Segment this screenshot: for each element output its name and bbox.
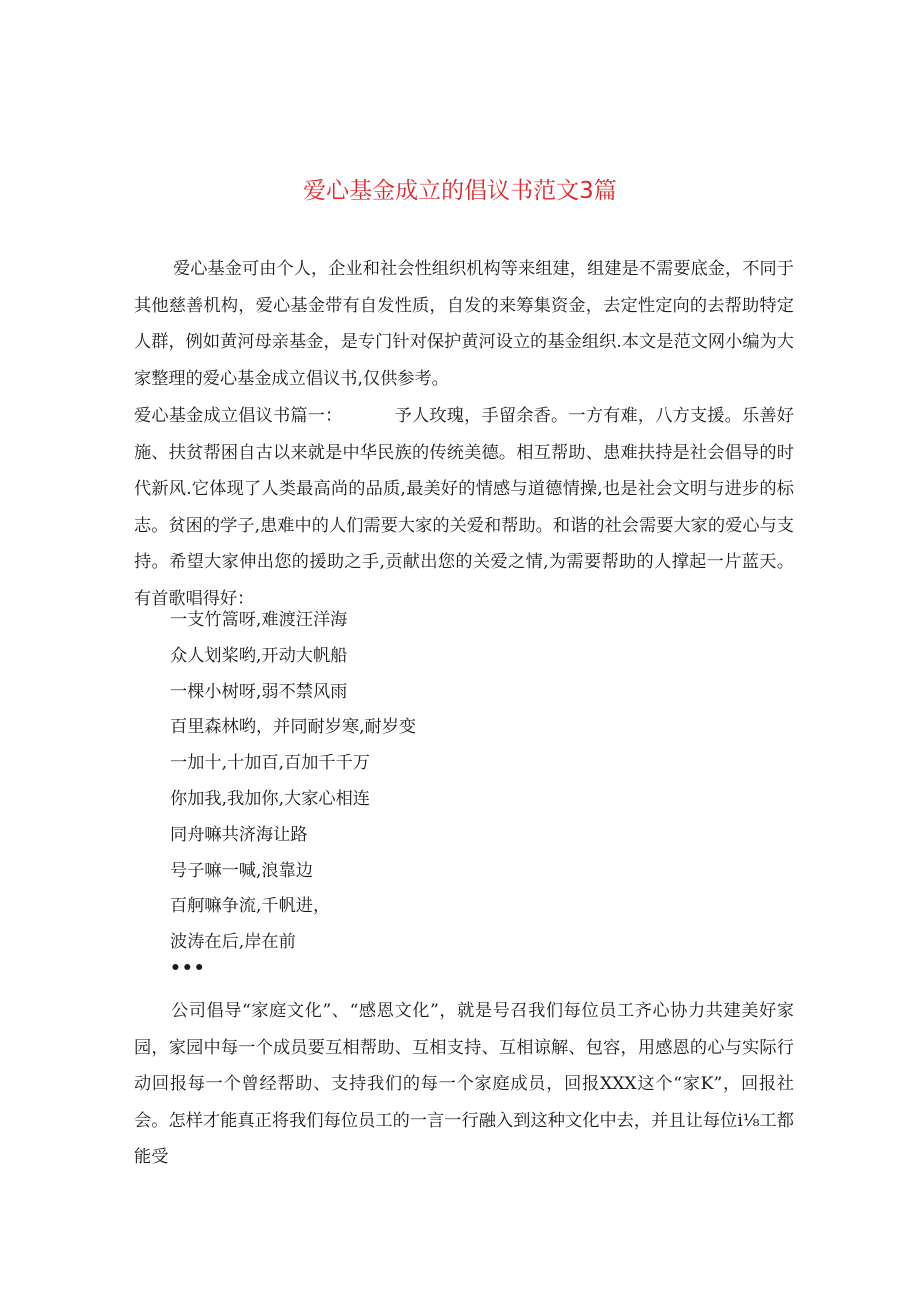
poem [170, 603, 416, 961]
poem-line: 众人划桨哟,开动大帆船 [170, 645, 348, 666]
section1-text: 予人玫瑰，手留余香。一方有难，八方支援。乐善好施、扶贫帮困自古以来就是中华民族的传统美德。相互帮助、患难扶持是社会倡导的时代新风.它体现了人类最高尚的品质,最美好的情感与道德情操,也是社会文明与进步的标志。贫困的学子,患难中的人们需要大家的关爱和帮助。和谐的社会需要大家的爱心与支持。希望大家伸出您的援助之手,贡献出您的关爱之情,为需要帮助的人撑起一片蓝天。有首歌唱得好： [134, 406, 794, 609]
section1-heading: 爱心基金成立倡议书篇一： [134, 406, 343, 426]
poem-line: 你加我,我加你,大家心相连 [170, 788, 370, 809]
poem-line: 一支竹篙呀,难渡汪洋海 [170, 610, 348, 630]
poem-line: 百舸嘛争流,千帆进， [170, 896, 331, 917]
poem-line: 一加十,十加百,百加千千万 [170, 753, 370, 774]
poem-line: 百里森林哟，并同耐岁寒,耐岁变 [170, 717, 417, 738]
poem-line: 波涛在后,岸在前 [170, 932, 296, 953]
poem-line: 号子嘛一喊,浪靠边 [170, 860, 313, 881]
intro-paragraph: 爱心基金可由个人，企业和社会性组织机构等来组建，组建是不需要底金，不同于其他慈善机构，爱心基金带有自发性质，自发的来筹集资金，去定性定向的去帮助特定人群，例如黄河母亲基金，是专门针对保护黄河设立的基金组织.本文是范文网小编为大家整理的爱心基金成立倡议书,仅供参考。 [134, 259, 794, 389]
document-title: 爱心基金成立的倡议书范文3篇 [303, 178, 617, 204]
section2-paragraph: 公司倡导“家庭文化”、“感恩文化”，就是号召我们每位员工齐心协力共建美好家园，家园中每一个成员要互相帮助、互相支持、互相谅解、包容，用感恩的心与实际行动回报每一个曾经帮助、支持我们的每一个家庭成员，回报XXX这个“家K”，回报社会。怎样才能真正将我们每位员工的一言一行融入到这种文化中去，并且让每位i⅛工都能受 [134, 1001, 794, 1167]
poem-line: 同舟嘛共济海让路 [170, 824, 308, 845]
poem-line: 一棵小树呀,弱不禁风雨 [170, 681, 348, 702]
section1-paragraph [134, 398, 794, 617]
ellipsis-marker: ••• [170, 958, 206, 978]
